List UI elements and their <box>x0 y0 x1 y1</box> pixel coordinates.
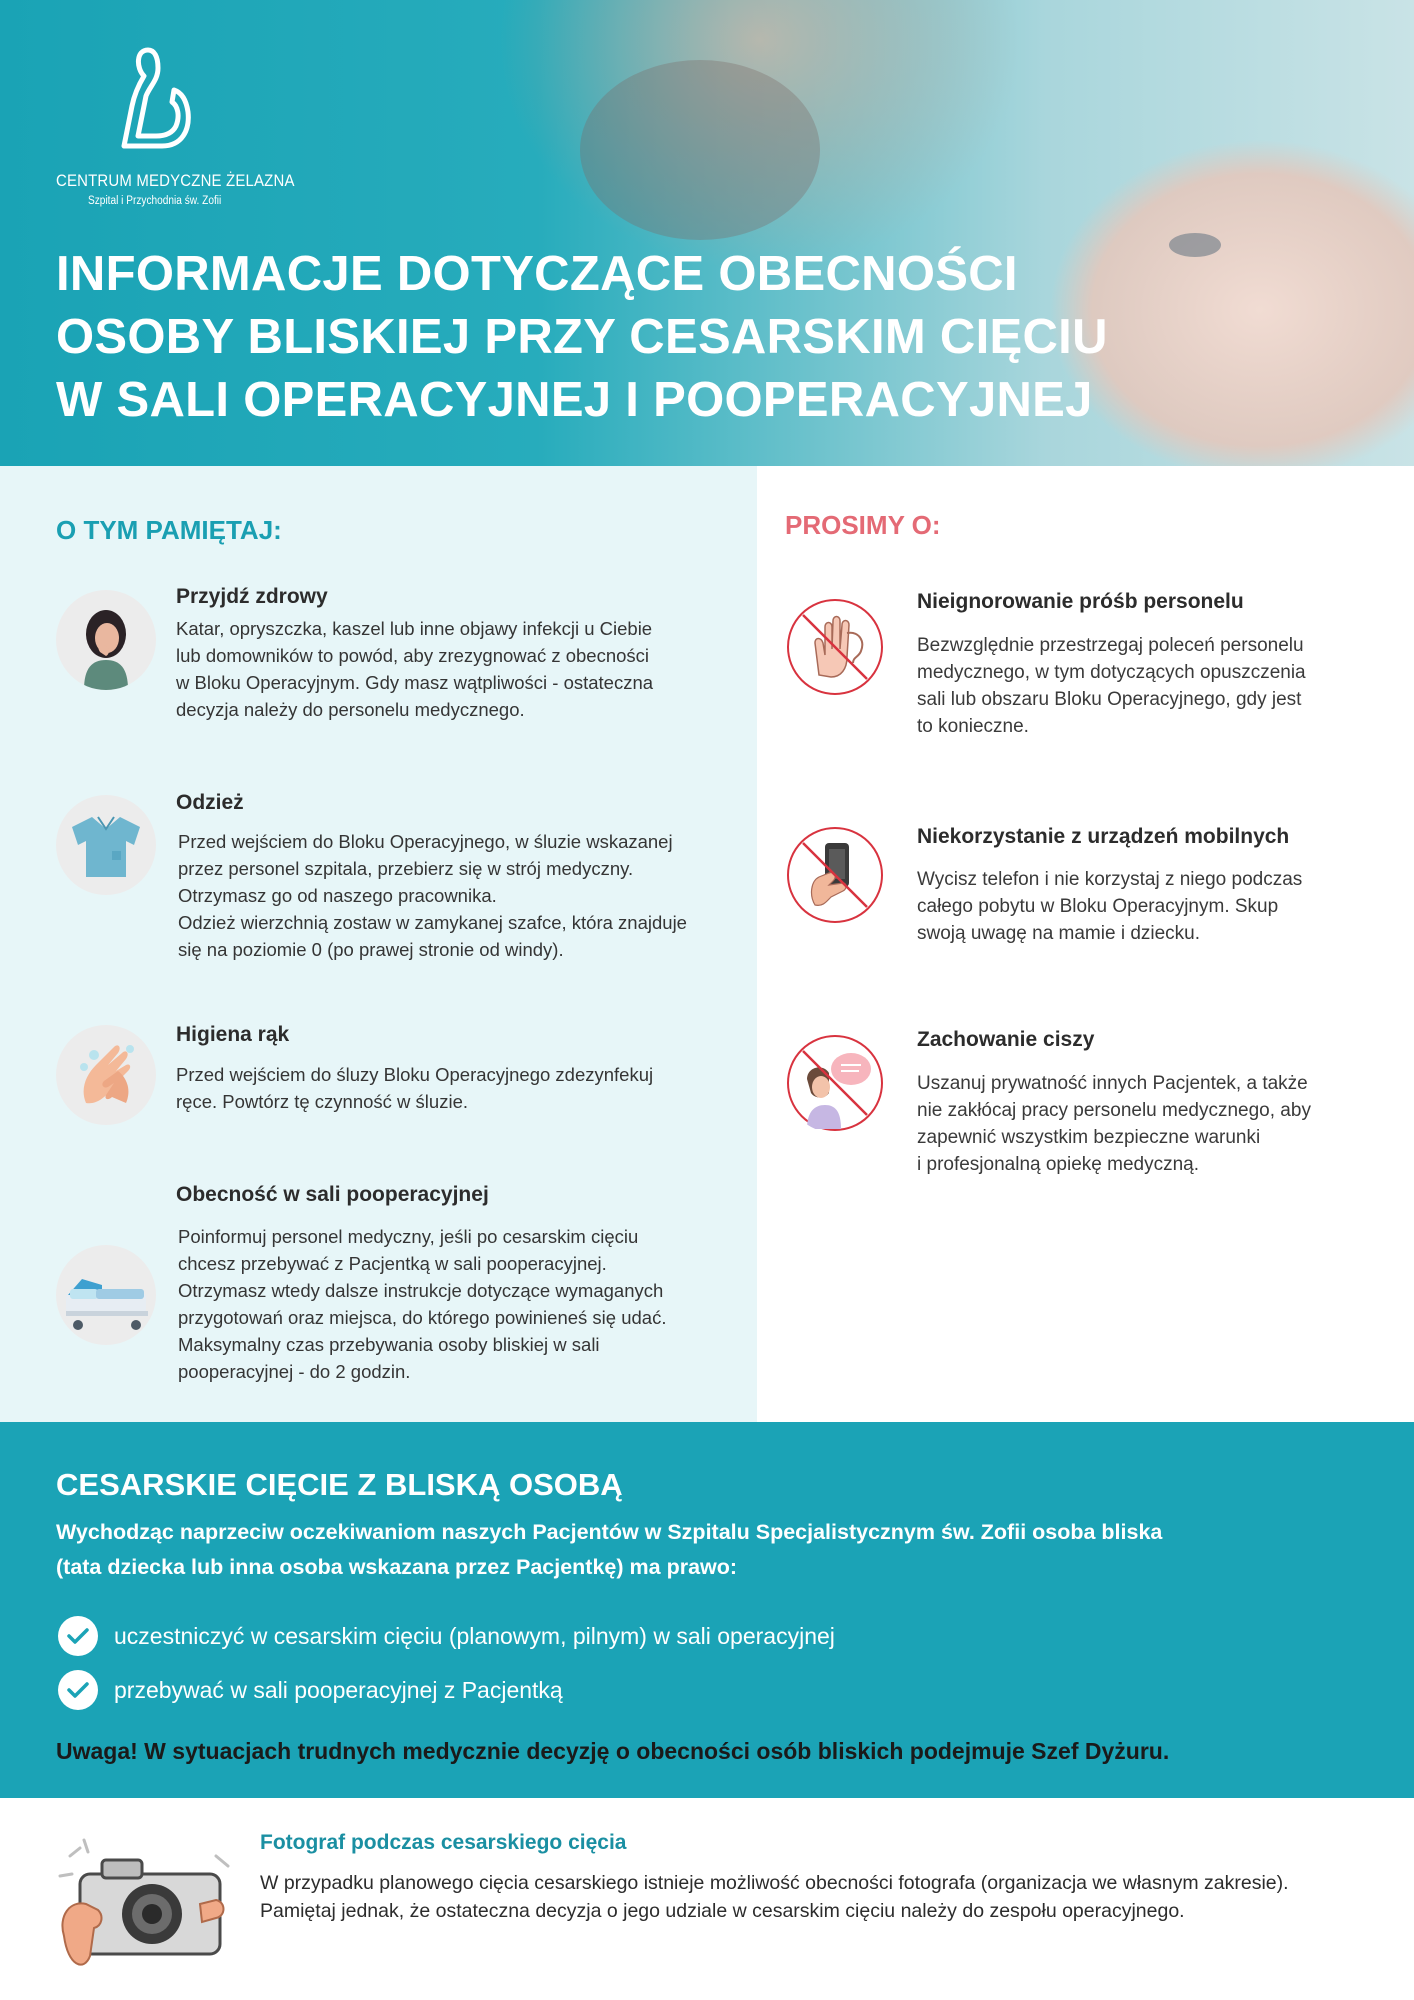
remember-heading: O TYM PAMIĘTAJ: <box>56 515 282 545</box>
title-line: INFORMACJE DOTYCZĄCE OBECNOŚCI <box>56 247 1018 301</box>
text-line: zapewnić wszystkim bezpieczne warunki <box>917 1127 1261 1148</box>
title-line: OSOBY BLISKIEJ PRZY CESARSKIM CIĘCIU <box>56 310 1108 364</box>
ask-heading: PROSIMY O: <box>785 510 941 540</box>
item-title: Odzież <box>176 791 244 814</box>
text-line: Katar, opryszczka, kaszel lub inne objawy infekcji u Ciebie <box>176 618 653 639</box>
ask-item-text <box>917 632 1306 740</box>
text-line: Bezwzględnie przestrzegaj poleceń personelu <box>917 635 1304 656</box>
text-line: przygotowań oraz miejsca, do którego powinieneś się udać. <box>178 1307 667 1328</box>
text-line: Otrzymasz go od naszego pracownika. <box>178 885 497 906</box>
item-title: Higiena rąk <box>176 1023 290 1046</box>
hospital-logo <box>56 46 295 207</box>
text-line: ręce. Powtórz tę czynność w śluzie. <box>176 1091 468 1112</box>
item-text <box>176 615 653 723</box>
item-text <box>176 1061 653 1115</box>
scrubs-icon <box>56 795 156 895</box>
right-item <box>58 1670 563 1710</box>
ignore-ear-icon <box>785 597 885 697</box>
text-line: się na poziomie 0 (po prawej stronie od windy). <box>178 939 564 960</box>
right-item <box>58 1616 835 1656</box>
text-line: Wycisz telefon i nie korzystaj z niego podczas <box>917 869 1303 890</box>
text-line: i profesjonalną opiekę medyczną. <box>917 1154 1200 1175</box>
item-title: Przyjdź zdrowy <box>176 585 328 608</box>
text-line: sali lub obszaru Bloku Operacyjnego, gdy jest <box>917 689 1302 710</box>
text-line: nie zakłócaj pracy personelu medycznego, aby <box>917 1100 1311 1121</box>
ask-item-text <box>917 1070 1311 1178</box>
photographer-text <box>260 1869 1289 1925</box>
text-line: Uszanuj prywatność innych Pacjentek, a także <box>917 1073 1308 1094</box>
check-icon <box>58 1670 98 1710</box>
no-phone-icon <box>785 825 885 925</box>
right-text: przebywać w sali pooperacyjnej z Pacjentką <box>114 1676 563 1703</box>
no-talking-icon <box>785 1033 885 1133</box>
ask-item-text <box>917 866 1302 947</box>
brand-name: CENTRUM MEDYCZNE ŻELAZNA <box>56 171 295 190</box>
text-line: w Bloku Operacyjnym. Gdy masz wątpliwości - ostateczna <box>176 672 654 693</box>
header-banner <box>0 0 1414 466</box>
item-text <box>178 828 687 963</box>
hand-wash-icon <box>56 1025 156 1125</box>
text-line: pooperacyjnej - do 2 godzin. <box>178 1361 411 1382</box>
text-line: Otrzymasz wtedy dalsze instrukcje dotyczące wymaganych <box>178 1280 664 1301</box>
page-title <box>56 243 1256 432</box>
text-line: Odzież wierzchnią zostaw w zamykanej szafce, która znajduje <box>178 912 687 933</box>
text-line: lub domowników to powód, aby zrezygnować z obecności <box>176 645 650 666</box>
warning-note: Uwaga! W sytuacjach trudnych medycznie decyzję o obecności osób bliskich podejmuje Szef Dyżuru. <box>56 1738 1170 1764</box>
brand-subtitle: Szpital i Przychodnia św. Zofii <box>88 195 222 207</box>
hospital-bed-icon <box>56 1245 156 1345</box>
ask-item-title: Nieignorowanie próśb personelu <box>917 590 1244 613</box>
photographer-title: Fotograf podczas cesarskiego cięcia <box>260 1831 627 1854</box>
text-line: Przed wejściem do Bloku Operacyjnego, w śluzie wskazanej <box>178 831 673 852</box>
text-line: przez personel szpitala, przebierz się w strój medyczny. <box>178 858 634 879</box>
title-line: W SALI OPERACYJNEJ I POOPERACYJNEJ <box>56 373 1093 427</box>
text-line: swoją uwagę na mamie i dziecku. <box>917 923 1201 944</box>
item-text <box>178 1223 666 1385</box>
text-line: W przypadku planowego cięcia cesarskiego istnieje możliwość obecności fotografa (organizacja we własnym zakresie). <box>260 1872 1289 1894</box>
text-line: całego pobytu w Bloku Operacyjnym. Skup <box>917 896 1279 917</box>
text-line: Poinformuj personel medyczny, jeśli po cesarskim cięciu <box>178 1226 639 1247</box>
camera-icon <box>50 1826 240 1986</box>
text-line: Pamiętaj jednak, że ostateczna decyzja o jego udziale w cesarskim cięciu należy do zespołu operacyjnego. <box>260 1900 1185 1922</box>
text-line: Przed wejściem do śluzy Bloku Operacyjnego zdezynfekuj <box>176 1064 654 1085</box>
text-line: to konieczne. <box>917 716 1029 737</box>
cesarean-intro <box>56 1515 1162 1585</box>
cesarean-heading: CESARSKIE CIĘCIE Z BLISKĄ OSOBĄ <box>56 1467 623 1502</box>
sick-woman-icon <box>56 590 156 690</box>
text-line: Wychodząc naprzeciw oczekiwaniom naszych Pacjentów w Szpitalu Specjalistycznym św. Zofii osoba bliska <box>56 1520 1163 1544</box>
text-line: chcesz przebywać z Pacjentką w sali pooperacyjnej. <box>178 1253 607 1274</box>
check-icon <box>58 1616 98 1656</box>
text-line: Maksymalny czas przebywania osoby bliskiej w sali <box>178 1334 600 1355</box>
item-title: Obecność w sali pooperacyjnej <box>176 1183 489 1206</box>
ask-item-title: Niekorzystanie z urządzeń mobilnych <box>917 825 1290 848</box>
ask-item-title: Zachowanie ciszy <box>917 1028 1095 1051</box>
text-line: (tata dziecka lub inna osoba wskazana przez Pacjentkę) ma prawo: <box>56 1555 738 1579</box>
text-line: medycznego, w tym dotyczących opuszczenia <box>917 662 1306 683</box>
right-text: uczestniczyć w cesarskim cięciu (planowym, pilnym) w sali operacyjnej <box>114 1622 835 1649</box>
logo-icon <box>118 46 194 154</box>
text-line: decyzja należy do personelu medycznego. <box>176 699 525 720</box>
